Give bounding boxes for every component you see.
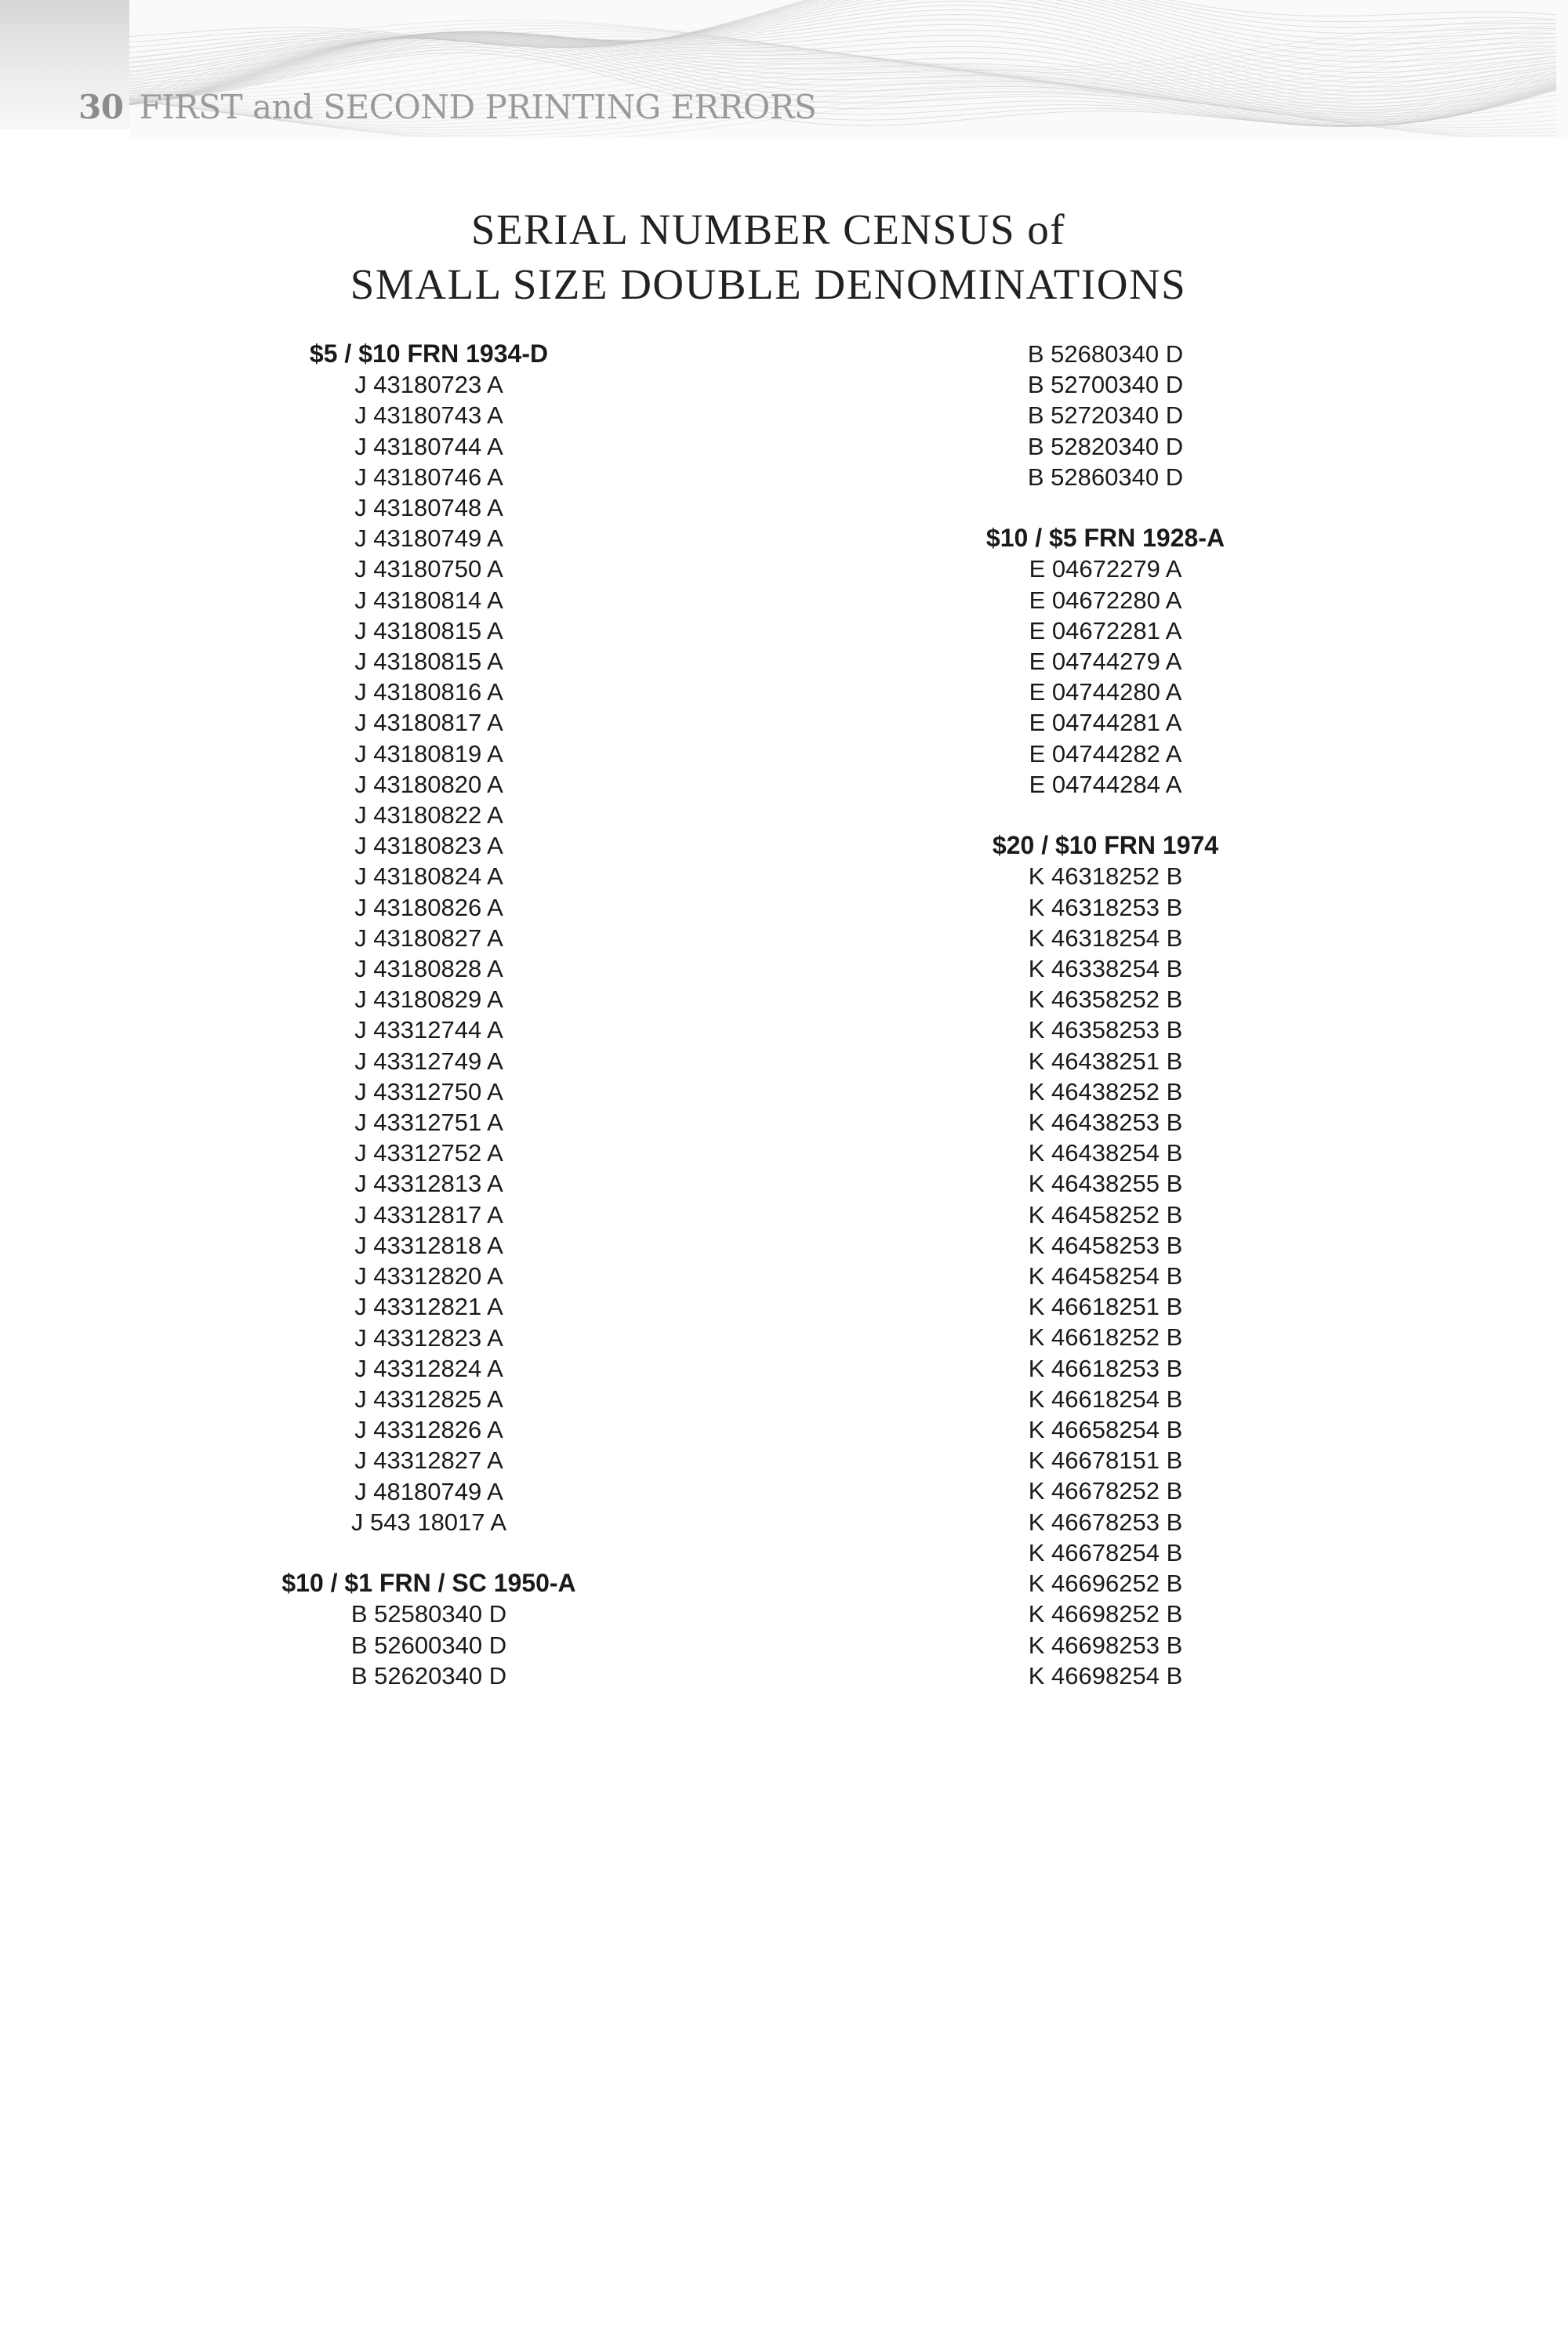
serial-number: E 04672281 A	[1029, 616, 1182, 644]
serial-number: E 04744282 A	[1029, 739, 1182, 768]
serial-number: B 52600340 D	[350, 1631, 507, 1659]
serial-number: J 43180814 A	[354, 586, 503, 614]
serial-number: J 43180827 A	[354, 924, 503, 952]
serial-number: K 46318253 B	[1028, 893, 1183, 921]
serial-number: E 04672280 A	[1029, 586, 1182, 614]
serial-number: K 46658254 B	[1028, 1416, 1183, 1444]
serial-number: K 46678254 B	[1028, 1538, 1183, 1566]
serial-number: J 43180828 A	[354, 955, 503, 983]
serial-number: K 46678151 B	[1028, 1446, 1183, 1475]
serial-number: B 52720340 D	[1027, 401, 1184, 430]
serial-number: J 43312826 A	[354, 1416, 503, 1444]
serial-number: K 46358252 B	[1028, 985, 1183, 1014]
serial-number: K 46678252 B	[1028, 1477, 1183, 1505]
serial-number: E 04744281 A	[1029, 709, 1182, 737]
section-spacer	[902, 800, 1309, 830]
section-heading: $20 / $10 FRN 1974	[992, 831, 1219, 860]
section-heading: $10 / $1 FRN / SC 1950-A	[281, 1569, 576, 1598]
serial-number: J 43312752 A	[354, 1139, 503, 1167]
serial-number: J 43312825 A	[354, 1385, 503, 1413]
serial-number: J 43180743 A	[354, 401, 503, 430]
serial-number: K 46458254 B	[1028, 1262, 1183, 1290]
serial-number: J 43180816 A	[354, 678, 503, 706]
serial-number: J 43180815 A	[354, 616, 503, 644]
serial-number: K 46696252 B	[1028, 1570, 1183, 1598]
section-spacer	[902, 492, 1309, 523]
serial-number: K 46698254 B	[1028, 1661, 1183, 1690]
serial-number: K 46438254 B	[1028, 1139, 1183, 1167]
section-heading: $10 / $5 FRN 1928-A	[985, 524, 1225, 553]
serial-number: B 52820340 D	[1027, 432, 1184, 460]
serial-number: K 46678253 B	[1028, 1508, 1183, 1536]
serial-number: K 46698252 B	[1028, 1600, 1183, 1628]
serial-number: K 46618252 B	[1028, 1323, 1183, 1352]
serial-number: J 43180723 A	[354, 371, 503, 399]
page-title	[0, 202, 1537, 312]
serial-number: K 46618254 B	[1028, 1385, 1183, 1413]
serial-number: B 52580340 D	[350, 1600, 507, 1628]
serial-number: J 43180823 A	[354, 832, 503, 860]
serial-number: J 43312750 A	[354, 1077, 503, 1105]
serial-number: J 43180815 A	[354, 648, 503, 676]
serial-number: K 46618253 B	[1028, 1354, 1183, 1382]
serial-number: J 43312817 A	[354, 1200, 503, 1229]
serial-number: J 543 18017 A	[350, 1508, 507, 1536]
serial-number: J 43180744 A	[354, 432, 503, 460]
serial-number: K 46438251 B	[1028, 1047, 1183, 1075]
serial-number: J 43312818 A	[354, 1231, 503, 1259]
serial-number: B 52860340 D	[1027, 463, 1184, 491]
census-column-right	[902, 339, 1309, 1691]
serial-number: J 43312821 A	[354, 1293, 503, 1321]
section-heading: $5 / $10 FRN 1934-D	[309, 339, 549, 368]
running-head	[78, 88, 816, 126]
serial-number: E 04744279 A	[1029, 648, 1182, 676]
serial-number: J 43312813 A	[354, 1170, 503, 1198]
serial-number: J 43312824 A	[354, 1354, 503, 1382]
serial-number: B 52680340 D	[1027, 340, 1184, 368]
serial-number: K 46358253 B	[1028, 1016, 1183, 1044]
serial-number: J 43312823 A	[354, 1323, 503, 1352]
serial-number: K 46318252 B	[1028, 862, 1183, 891]
serial-number: J 48180749 A	[354, 1477, 503, 1505]
page-title-line-1: SERIAL NUMBER CENSUS of	[470, 205, 1066, 253]
page-title-line-2: SMALL SIZE DOUBLE DENOMINATIONS	[350, 260, 1187, 308]
serial-number: J 43180817 A	[354, 709, 503, 737]
serial-number: J 43180820 A	[354, 770, 503, 798]
serial-number: J 43312749 A	[354, 1047, 503, 1075]
serial-number: E 04744280 A	[1029, 678, 1182, 706]
serial-number: J 43180826 A	[354, 893, 503, 921]
serial-number: K 46438253 B	[1028, 1109, 1183, 1137]
running-title: FIRST and SECOND PRINTING ERRORS	[139, 88, 817, 126]
serial-number: J 43180824 A	[354, 862, 503, 891]
serial-number: J 43180829 A	[354, 985, 503, 1014]
serial-number: J 43180750 A	[354, 555, 503, 583]
serial-number: J 43180746 A	[354, 463, 503, 491]
serial-number: K 46438255 B	[1028, 1170, 1183, 1198]
serial-number: J 43312820 A	[354, 1262, 503, 1290]
section-spacer	[225, 1537, 633, 1568]
serial-number: K 46618251 B	[1028, 1293, 1183, 1321]
serial-number: K 46458253 B	[1028, 1231, 1183, 1259]
serial-number: K 46438252 B	[1028, 1077, 1183, 1105]
serial-number: K 46338254 B	[1028, 955, 1183, 983]
serial-number: J 43312827 A	[354, 1446, 503, 1475]
serial-number: J 43180748 A	[354, 494, 503, 522]
serial-number: K 46458252 B	[1028, 1200, 1183, 1229]
serial-number: J 43180749 A	[354, 524, 503, 553]
page-number: 30	[78, 88, 124, 126]
serial-number: B 52620340 D	[350, 1661, 507, 1690]
serial-number: J 43312751 A	[354, 1109, 503, 1137]
serial-number: E 04744284 A	[1029, 770, 1182, 798]
serial-number: E 04672279 A	[1029, 555, 1182, 583]
serial-number: K 46698253 B	[1028, 1631, 1183, 1659]
serial-number: J 43180822 A	[354, 801, 503, 829]
serial-number: K 46318254 B	[1028, 924, 1183, 952]
serial-number: B 52700340 D	[1027, 371, 1184, 399]
serial-number: J 43180819 A	[354, 739, 503, 768]
serial-number: J 43312744 A	[354, 1016, 503, 1044]
census-column-left	[225, 339, 633, 1691]
